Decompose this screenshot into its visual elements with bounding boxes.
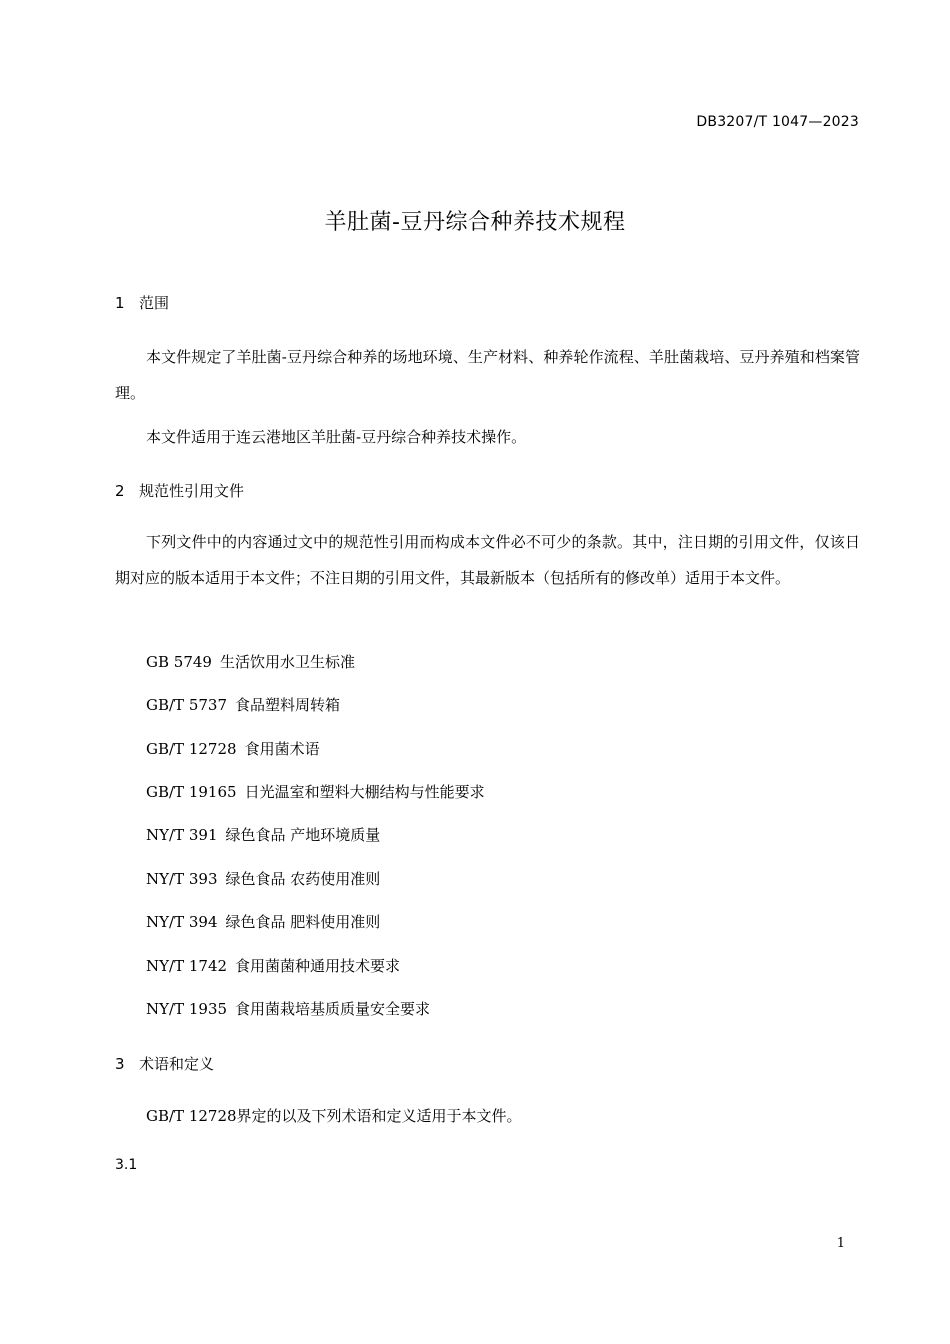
- reference-name: 生活饮用水卫生标准: [219, 653, 355, 671]
- reference-name: 食用菌菌种通用技术要求: [235, 957, 401, 975]
- reference-name: 绿色食品 农药使用准则: [225, 870, 381, 888]
- reference-code: NY/T 1935: [146, 1000, 228, 1018]
- reference-item: [146, 824, 380, 845]
- reference-item: [146, 738, 320, 759]
- section-number: 3: [115, 1055, 125, 1073]
- terms-paragraph: GB/T 12728界定的以及下列术语和定义适用于本文件。: [146, 1107, 522, 1125]
- scope-paragraph-1: 本文件规定了羊肚菌-豆丹综合种养的场地环境、生产材料、种养轮作流程、羊肚菌栽培、豆丹养殖和档案管理。: [115, 348, 860, 402]
- reference-item: [146, 998, 430, 1019]
- reference-item: [146, 868, 380, 889]
- section-heading-scope: [115, 292, 169, 313]
- reference-code: GB/T 19165: [146, 783, 237, 801]
- reference-code: NY/T 394: [146, 913, 218, 931]
- reference-code: NY/T 393: [146, 870, 218, 888]
- reference-code: GB 5749: [146, 653, 212, 671]
- reference-name: 食用菌栽培基质质量安全要求: [235, 1000, 431, 1018]
- reference-item: [146, 651, 355, 672]
- section-number: 1: [115, 294, 125, 312]
- section-number: 2: [115, 482, 125, 500]
- reference-code: GB/T 5737: [146, 696, 228, 714]
- section-heading-normative-references: [115, 480, 244, 501]
- reference-item: [146, 955, 400, 976]
- section-title: 术语和定义: [139, 1055, 215, 1073]
- reference-name: 食用菌术语: [244, 740, 320, 758]
- document-code: DB3207/T 1047—2023: [696, 114, 859, 130]
- reference-name: 日光温室和塑料大棚结构与性能要求: [244, 783, 485, 801]
- normative-references-intro: 下列文件中的内容通过文中的规范性引用而构成本文件必不可少的条款。其中，注日期的引用文件，仅该日期对应的版本适用于本文件；不注日期的引用文件，其最新版本（包括所有的修改单）适用于本文件。: [115, 533, 860, 587]
- page-number: 1: [836, 1236, 845, 1251]
- reference-code: NY/T 1742: [146, 957, 228, 975]
- reference-name: 食品塑料周转箱: [235, 696, 341, 714]
- section-heading-terms: [115, 1053, 214, 1074]
- section-title: 范围: [139, 294, 170, 312]
- reference-item: [146, 781, 485, 802]
- reference-item: [146, 911, 380, 932]
- reference-code: GB/T 12728: [146, 740, 237, 758]
- reference-name: 绿色食品 肥料使用准则: [225, 913, 381, 931]
- scope-paragraph-2: 本文件适用于连云港地区羊肚菌-豆丹综合种养技术操作。: [146, 428, 527, 446]
- subsection-number: 3.1: [115, 1157, 138, 1173]
- reference-name: 绿色食品 产地环境质量: [225, 826, 381, 844]
- reference-item: [146, 694, 340, 715]
- section-title: 规范性引用文件: [139, 482, 245, 500]
- document-title: 羊肚菌-豆丹综合种养技术规程: [324, 210, 626, 235]
- reference-code: NY/T 391: [146, 826, 218, 844]
